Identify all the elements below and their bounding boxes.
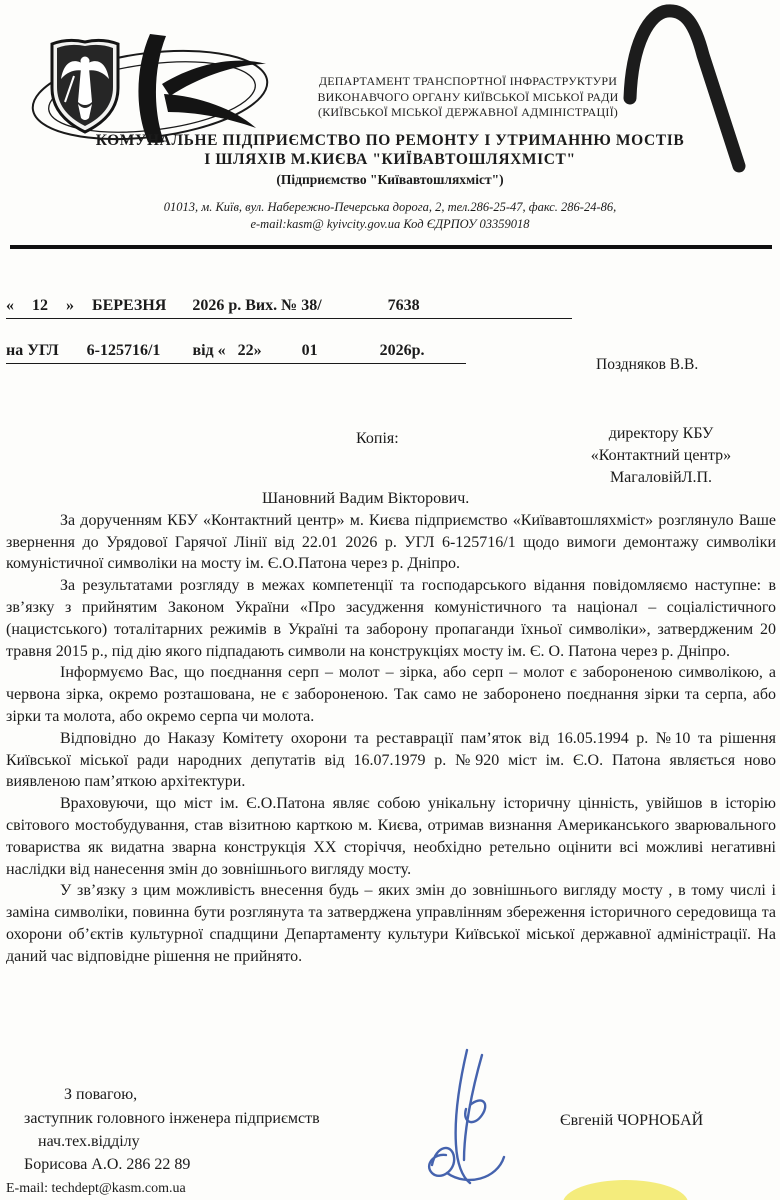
salutation: Шановний Вадим Вікторович. [262, 490, 470, 507]
company-address [0, 199, 780, 233]
company-name-block [0, 131, 780, 188]
kyiv-coat-of-arms-icon [44, 34, 126, 138]
department-header [276, 74, 660, 121]
body-paragraph: Відповідно до Наказу Комітету охорони та реставрації пам’яток від 16.05.1994 р. №10 та рішення Київської міської ради народних депутатів від 16.07.1979 р. №920 міст ім. Є.О. Патона являється ново виявленою пам’яткою архітектури. [6, 729, 776, 791]
letter-body [6, 488, 776, 968]
outgoing-number: 7638 [387, 297, 420, 314]
body-paragraph: За результатами розгляду в межах компетенції та господарського відання повідомляємо наступне: в зв’язку з прийнятим Законом України «Про засудження комуністичного та націонал – соціалістичного (нацистського) тоталітарних режимів в Україні та заборону пропаганди їхньої символіки», затвердженим 20 травня 2015 р., під дію якого підпадають символи на конструкціях мосту ім. Є. О. Патона через р. Дніпро. [6, 577, 776, 660]
incoming-date-label: від « [192, 342, 226, 359]
body-paragraph: За дорученням КБУ «Контактний центр» м. Києва підприємство «Київавтошляхміст» розглянуло Ваше звернення до Урядової Гарячої Лінії від 22.01 2026 р. УГЛ 6-125716/1 щодо вимоги демонтажу символіки комуністичної символіки на мосту ім. Є.О.Патона через р. Дніпро. [6, 511, 776, 573]
body-paragraph: Інформуємо Вас, що поєднання серп – молот – зірка, або серп – молот є забороненою символікою, а червона зірка, окремо розташована, не є забороненою. Так само не заборонено поєднання зірки та серпа, або зірки та молота, або окремо серпа чи молота. [6, 664, 776, 725]
signer-position-line: нач.тех.відділу [38, 1133, 140, 1150]
incoming-day: 22» [237, 342, 262, 359]
company-name-line: КОМУНАЛЬНЕ ПІДПРИЄМСТВО ПО РЕМОНТУ І УТРИМАННЮ МОСТІВ [95, 132, 685, 149]
incoming-number: 6-125716/1 [86, 342, 161, 359]
copy-label: Копія: [356, 430, 399, 447]
outgoing-reference-line [6, 297, 572, 319]
outgoing-date: « 12 » БЕРЕЗНЯ [6, 297, 167, 314]
copy-recipient-line: директору КБУ [608, 425, 714, 442]
copy-recipient-line: МагаловійЛ.П. [609, 469, 713, 486]
department-line: (КИЇВСЬКОЇ МІСЬКОЇ ДЕРЖАВНОЇ АДМІНІСТРАЦІЇ) [318, 105, 618, 119]
outgoing-number-label: 2026 р. Вих. № 38/ [192, 297, 322, 314]
department-line: ВИКОНАВЧОГО ОРГАНУ КИЇВСЬКОЇ МІСЬКОЇ РАДИ [317, 89, 619, 104]
department-line: ДЕПАРТАМЕНТ ТРАНСПОРТНОЇ ІНФРАСТРУКТУРИ [318, 74, 618, 88]
handwritten-signature [412, 1045, 522, 1195]
contact-person: Борисова А.О. 286 22 89 [24, 1156, 191, 1173]
address-line: 01013, м. Київ, вул. Набережно-Печерська дорога, 2, тел.286-25-47, факс. 286-24-86, [163, 200, 617, 214]
copy-recipient-block [556, 423, 766, 489]
signer-name: Євгеній ЧОРНОБАЙ [560, 1112, 704, 1129]
body-paragraph: Враховуючи, що міст ім. Є.О.Патона являє собою унікальну історичну цінність, увійшов в історію світового мостобудування, став візитною карткою м. Києва, отримав визнання Американського зварювального товариства як видатна зварна конструкція ХХ сторіччя, необхідно ретельно оцінити всі можливі негативні наслідки від нанесення змін до зовнішнього вигляду мосту. [6, 795, 776, 878]
company-name-line: І ШЛЯХІВ М.КИЄВА "КИЇВАВТОШЛЯХМІСТ" [204, 151, 576, 168]
closing-phrase: З повагою, [64, 1086, 138, 1103]
copy-recipient-line: «Контактний центр» [590, 447, 732, 464]
header-divider [10, 245, 772, 249]
address-line: e-mail:kasm@ kyivcity.gov.ua Код ЄДРПОУ 03359018 [250, 217, 530, 231]
company-short-name: (Підприємство "Київавтошляхміст") [276, 172, 504, 187]
incoming-prefix: на УГЛ [6, 342, 59, 359]
recipient-name: Поздняков В.В. [596, 356, 699, 373]
incoming-month: 01 [301, 342, 318, 359]
body-paragraph: У зв’язку з цим можливість внесення будь – яких змін до зовнішнього вигляду мосту , в тому числі і заміна символіки, повинна бути розглянута та затверджена управлінням збереження історичного середовища та охорони об’єктів культурної спадщини Департаменту культури Київської міської державної адміністрації. На даний час відповідне рішення не прийнято. [6, 882, 776, 965]
incoming-reference-line [6, 342, 466, 364]
signer-position-line: заступник головного інженера підприємств [24, 1110, 320, 1127]
incoming-year: 2026р. [379, 342, 425, 359]
highlight-scan-artifact [563, 1180, 688, 1200]
contact-email: E-mail: techdept@kasm.com.ua [6, 1181, 186, 1196]
